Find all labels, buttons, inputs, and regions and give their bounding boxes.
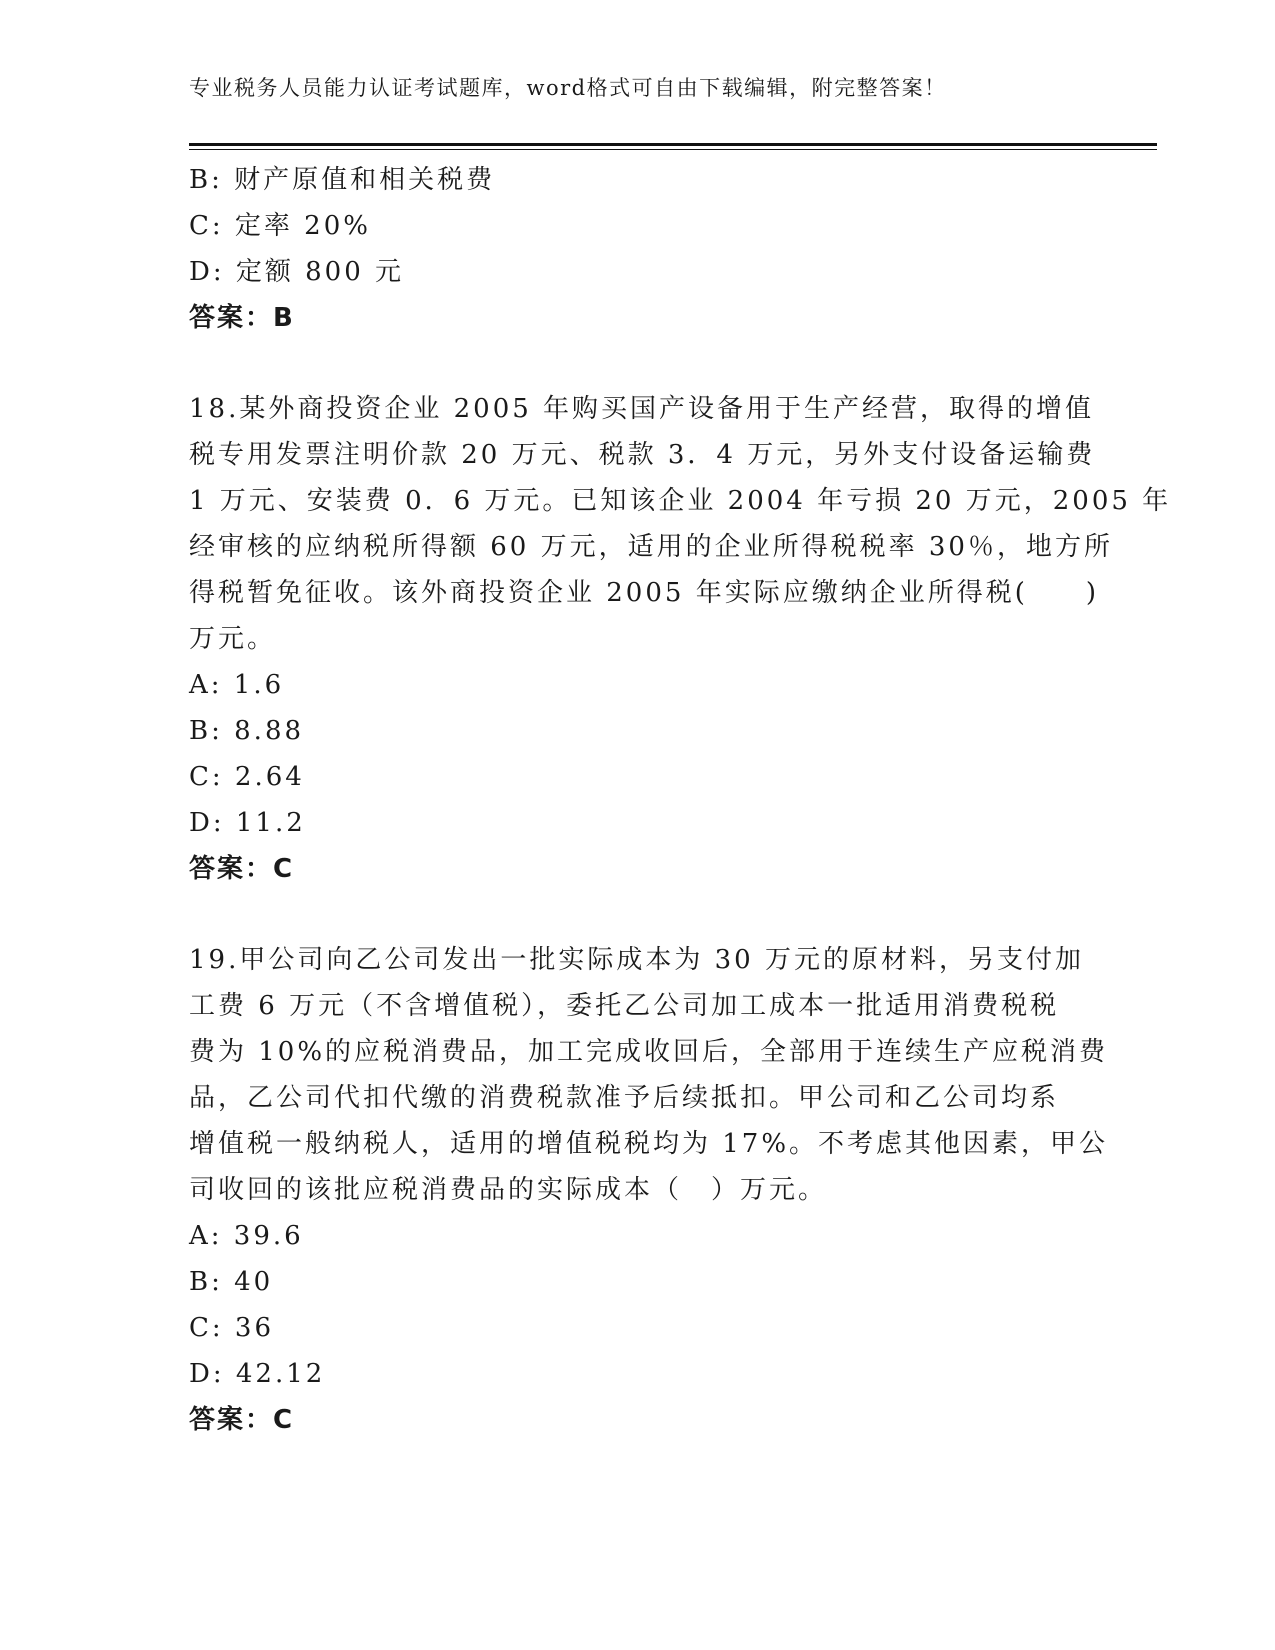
question-text-line: 费为 10%的应税消费品，加工完成收回后，全部用于连续生产应税消费	[189, 1037, 1109, 1067]
document-body	[189, 157, 1172, 1443]
option-c: C: 2.64	[189, 762, 305, 792]
question-text-line: 经审核的应纳税所得额 60 万元，适用的企业所得税税率 30％，地方所	[189, 532, 1113, 562]
question-text-line: 工费 6 万元（不含增值税），委托乙公司加工成本一批适用消费税税	[189, 991, 1060, 1021]
option-d: D: 42.12	[189, 1359, 326, 1389]
option-b: B: 40	[189, 1267, 274, 1297]
question-text-line: 品，乙公司代扣代缴的消费税款准予后续抵扣。甲公司和乙公司均系	[189, 1083, 1060, 1113]
question-text-line: 司收回的该批应税消费品的实际成本（ ）万元。	[189, 1175, 828, 1205]
question-text-line: 19.甲公司向乙公司发出一批实际成本为 30 万元的原材料，另支付加	[189, 945, 1084, 975]
question-text-line: 1 万元、安装费 0．6 万元。已知该企业 2004 年亏损 20 万元，2005 年	[189, 486, 1172, 516]
option-a: A: 1.6	[189, 670, 285, 700]
page-header: 专业税务人员能力认证考试题库，word格式可自由下载编辑，附完整答案！	[189, 76, 947, 100]
option-d: D: 11.2	[189, 808, 306, 838]
question-text-line: 18.某外商投资企业 2005 年购买国产设备用于生产经营，取得的增值	[189, 394, 1095, 424]
option-c: C: 定率 20%	[189, 211, 371, 241]
spacer	[189, 892, 1089, 937]
question-18	[189, 386, 1172, 892]
answer: 答案：C	[189, 854, 295, 884]
header-rule-thick	[189, 143, 1157, 146]
option-d: D: 定额 800 元	[189, 257, 405, 287]
spacer	[189, 341, 1089, 386]
answer: 答案：C	[189, 1405, 295, 1435]
option-b: B: 8.88	[189, 716, 305, 746]
question-17-tail	[189, 157, 1089, 341]
question-text-line: 增值税一般纳税人，适用的增值税税均为 17%。不考虑其他因素，甲公	[189, 1129, 1109, 1159]
option-b: B: 财产原值和相关税费	[189, 165, 496, 195]
question-19	[189, 937, 1109, 1443]
question-text-line: 万元。	[189, 624, 277, 654]
answer: 答案：B	[189, 303, 295, 333]
header-rule-thin	[189, 149, 1157, 150]
option-a: A: 39.6	[189, 1221, 304, 1251]
option-c: C: 36	[189, 1313, 275, 1343]
question-text-line: 税专用发票注明价款 20 万元、税款 3．4 万元，另外支付设备运输费	[189, 440, 1096, 470]
question-text-line: 得税暂免征收。该外商投资企业 2005 年实际应缴纳企业所得税( )	[189, 578, 1099, 608]
